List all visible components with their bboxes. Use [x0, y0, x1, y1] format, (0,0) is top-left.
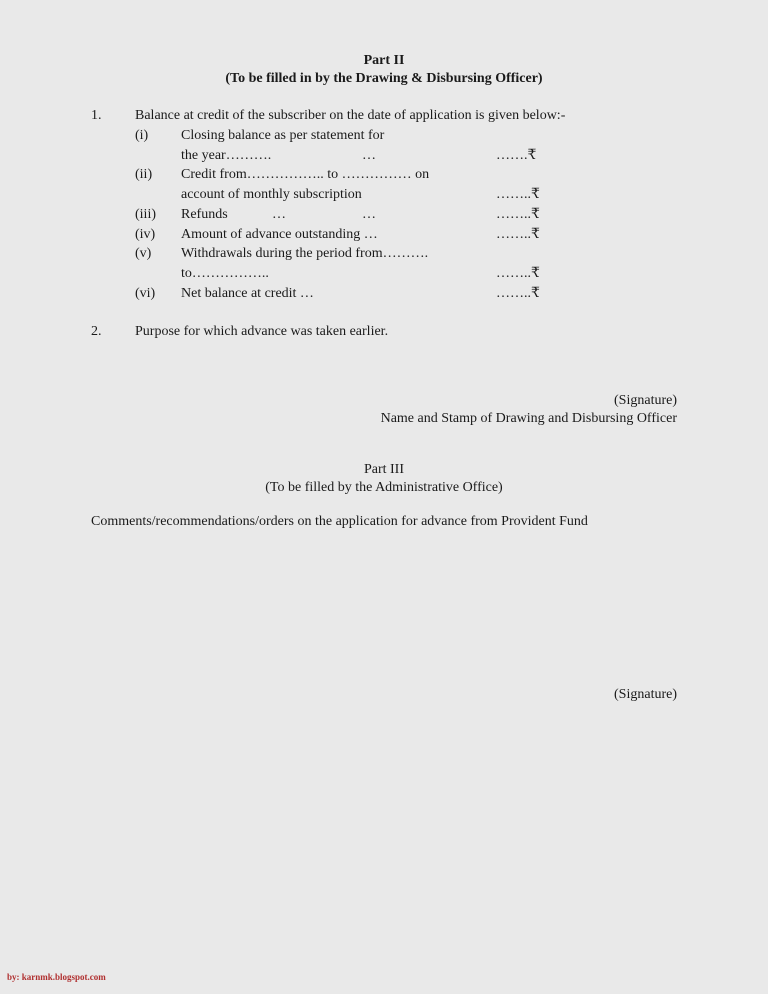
row-text-ii: Credit from…………….. to …………… on — [181, 167, 430, 182]
part3-title: Part III — [363, 462, 405, 477]
row-text-v: Withdrawals during the period from………. — [181, 246, 429, 261]
item2-number: 2. — [91, 324, 102, 339]
row-label-iii: (iii) — [135, 207, 156, 222]
item1-text: Balance at credit of the subscriber on the date of application is given below:- — [135, 108, 566, 123]
part3-signature: (Signature) — [614, 687, 677, 702]
row-amount-iv: ……..₹ — [496, 227, 540, 242]
row-text-i: Closing balance as per statement for — [181, 128, 385, 143]
row-label-iv: (iv) — [135, 227, 156, 242]
row-amount-ii: ……..₹ — [496, 187, 540, 202]
part3-comments: Comments/recommendations/orders on the application for advance from Provident Fund — [91, 514, 588, 529]
row-label-vi: (vi) — [135, 286, 156, 301]
watermark: by: karnmk.blogspot.com — [7, 972, 106, 982]
item2-text: Purpose for which advance was taken earlier. — [135, 324, 389, 339]
row-text-i-cont: the year………. — [181, 148, 272, 163]
part2-signature: (Signature) — [614, 393, 677, 408]
row-text-v-cont: to…………….. — [181, 266, 269, 281]
row-dots-i: … — [362, 148, 376, 163]
row-label-i: (i) — [135, 128, 149, 143]
item1-number: 1. — [91, 108, 102, 123]
part2-signer: Name and Stamp of Drawing and Disbursing Officer — [380, 411, 677, 426]
row-amount-iii: ……..₹ — [496, 207, 540, 222]
row-label-v: (v) — [135, 246, 152, 261]
part2-subtitle: (To be filled in by the Drawing & Disbursing Officer) — [225, 71, 543, 86]
row-text-vi: Net balance at credit … — [181, 286, 314, 301]
row-text-iv: Amount of advance outstanding … — [181, 227, 378, 242]
row-text-ii-cont: account of monthly subscription — [181, 187, 362, 202]
row-dots-iii-a: … — [272, 207, 286, 222]
row-dots-iii-b: … — [362, 207, 376, 222]
row-amount-i: …….₹ — [496, 148, 537, 163]
part2-title: Part II — [363, 53, 405, 68]
row-amount-vi: ……..₹ — [496, 286, 540, 301]
row-amount-v: ……..₹ — [496, 266, 540, 281]
row-label-ii: (ii) — [135, 167, 153, 182]
row-text-iii: Refunds — [181, 207, 228, 222]
part3-subtitle: (To be filled by the Administrative Office) — [265, 480, 503, 495]
